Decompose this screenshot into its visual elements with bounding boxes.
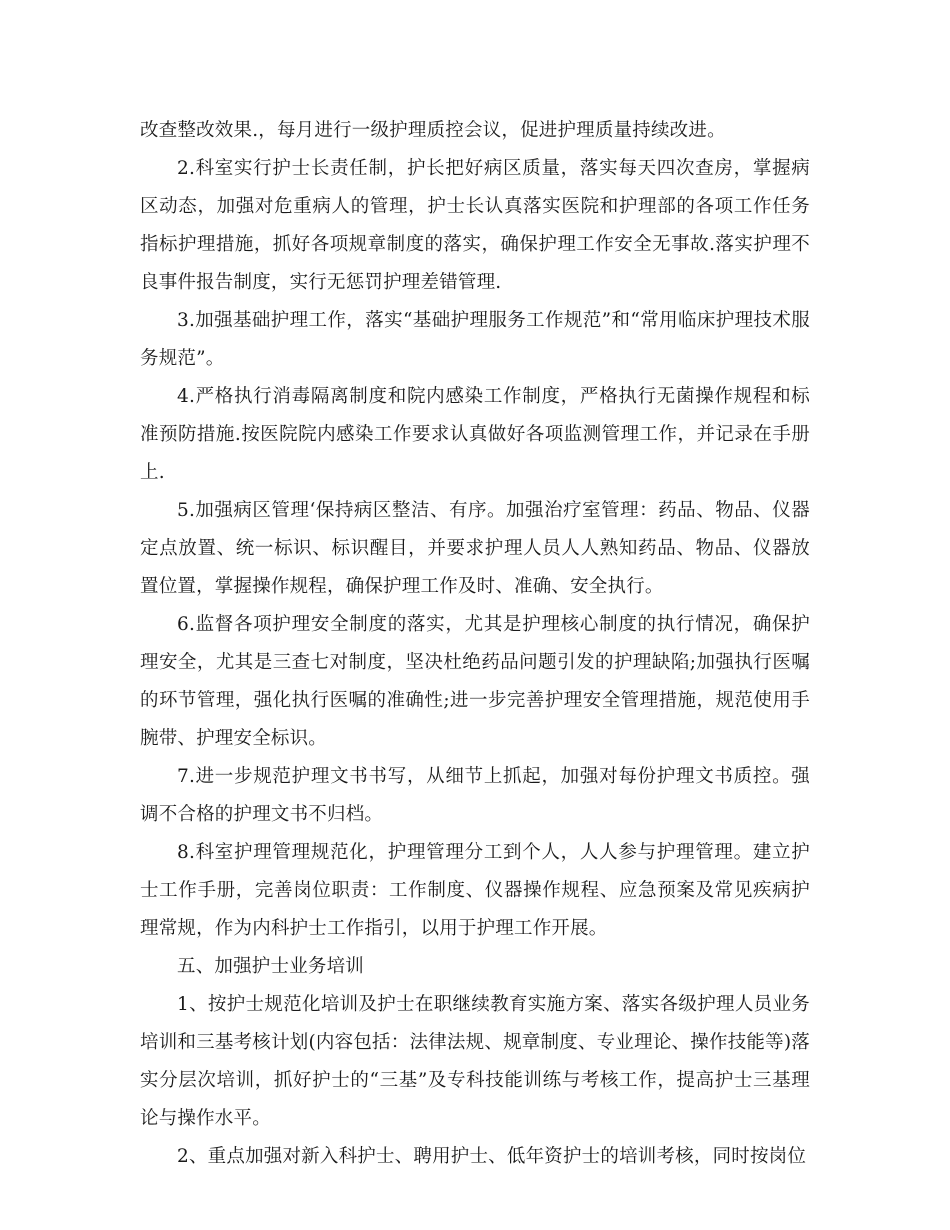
paragraph-item-6: 6.监督各项护理安全制度的落实，尤其是护理核心制度的执行情况，确保护理安全，尤其是三查七对制度，坚决杜绝药品问题引发的护理缺陷;加强执行医嘱的环节管理，强化执行医嘱的准确性;进一步完善护理安全管理措施，规范使用手腕带、护理安全标识。: [140, 614, 810, 749]
paragraph-item-7: 7.进一步规范护理文书书写，从细节上抓起，加强对每份护理文书质控。强调不合格的护理文书不归档。: [140, 766, 810, 825]
paragraph-item-3: 3.加强基础护理工作，落实“基础护理服务工作规范”和“常用临床护理技术服务规范”。: [140, 310, 810, 369]
paragraph-item-5: 5.加强病区管理‘保持病区整洁、有序。加强治疗室管理：药品、物品、仪器定点放置、统一标识、标识醒目，并要求护理人员人人熟知药品、物品、仪器放置位置，掌握操作规程，确保护理工作及时、准确、安全执行。: [140, 500, 810, 597]
paragraph-item-8: 8.科室护理管理规范化，护理管理分工到个人，人人参与护理管理。建立护士工作手册，完善岗位职责：工作制度、仪器操作规程、应急预案及常见疾病护理常规，作为内科护士工作指引，以用于护理工作开展。: [140, 842, 810, 939]
section-heading-5: 五、加强护士业务培训: [177, 956, 365, 977]
paragraph-item-4: 4.严格执行消毒隔离制度和院内感染工作制度，严格执行无菌操作规程和标准预防措施.按医院院内感染工作要求认真做好各项监测管理工作，并记录在手册上.: [140, 386, 810, 483]
paragraph-training-1: 1、按护士规范化培训及护士在职继续教育实施方案、落实各级护理人员业务培训和三基考核计划(内容包括：法律法规、规章制度、专业理论、操作技能等)落实分层次培训，抓好护士的“三基”及专科技能训练与考核工作，提高护士三基理论与操作水平。: [140, 994, 810, 1129]
paragraph-continuation: 改查整改效果.，每月进行一级护理质控会议，促进护理质量持续改进。: [140, 120, 726, 141]
paragraph-training-2: 2、重点加强对新入科护士、聘用护士、低年资护士的培训考核，同时按岗位: [177, 1146, 807, 1167]
paragraph-item-2: 2.科室实行护士长责任制，护长把好病区质量，落实每天四次查房，掌握病区动态，加强对危重病人的管理，护士长认真落实医院和护理部的各项工作任务指标护理措施，抓好各项规章制度的落实，确保护理工作安全无事故.落实护理不良事件报告制度，实行无惩罚护理差错管理.: [140, 158, 810, 293]
document-body: [140, 112, 810, 1176]
